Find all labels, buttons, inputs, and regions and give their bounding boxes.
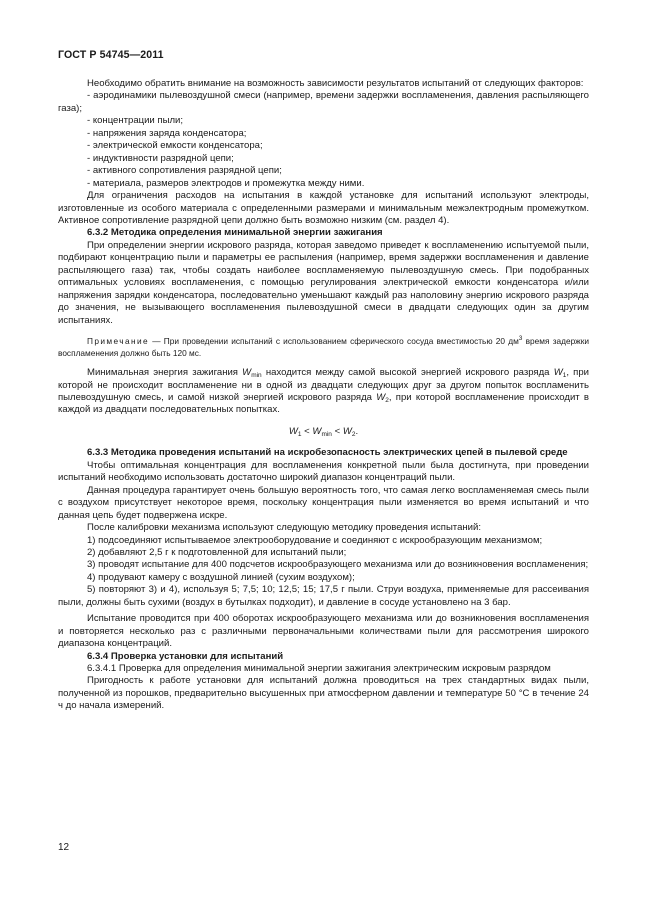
period: .: [355, 425, 359, 437]
note-text: время задержки воспламенения должно быть 120 мс.: [58, 336, 589, 358]
subscript: 2: [351, 430, 356, 438]
paragraph: Необходимо обратить внимание на возможность зависимости результатов испытаний от следующих факторов:: [87, 78, 584, 89]
note-superscript: 3: [518, 335, 523, 343]
symbol-w: W: [553, 367, 563, 379]
paragraph: После калибровки механизма используют следующую методику проведения испытаний:: [87, 522, 481, 534]
symbol-w: W: [312, 425, 322, 437]
list-item: - электрической емкости конденсатора;: [87, 140, 263, 152]
section-heading-6-3-3: 6.3.3 Методика проведения испытаний на искробезопасность электрических цепей в пылевой среде: [87, 447, 568, 459]
document-header: ГОСТ Р 54745—2011: [58, 49, 164, 61]
subscript: min: [251, 372, 262, 380]
list-item: 5) повторяют 3) и 4), используя 5; 7,5; 10; 12,5; 15; 17,5 г пыли. Струи воздуха, применяемые для рассеивания пыли, должны быть сухими (воздух в бутылках подходит), и давление в сосуде установлено на 3 бар.: [58, 584, 589, 608]
paragraph: [58, 367, 589, 417]
page-body: [58, 78, 589, 713]
paragraph: Испытание проводится при 400 оборотах искрообразующего механизма или до возникновения воспламенения и повторяется несколько раз с различными первоначальными количествами пыли для рассмотрения широкого диапазона концентраций.: [58, 613, 589, 650]
subscript: min: [321, 430, 332, 438]
note-label: Примечание: [87, 336, 150, 347]
paragraph: Данная процедура гарантирует очень большую вероятность того, что самая легко воспламеняемая смесь пыли с воздухом присутствует некоторое время, поскольку концентрация пыли изменяется во время испытаний и что данная цепь будет подвержена искре.: [58, 484, 589, 521]
text-run: находится между самой высокой энергией искрового разряда: [261, 367, 554, 379]
less-than: <: [331, 425, 343, 437]
paragraph: Пригодность к работе установки для испытаний должна проводиться на трех стандартных видах пыли, полученной из порошков, предварительно высушенных при атмосферном давлении и температуре 50 °С в течение 24 ч до начала измерений.: [58, 675, 589, 712]
symbol-w: W: [342, 425, 352, 437]
list-item: - аэродинамики пылевоздушной смеси (например, времени задержки воспламенения, давления распыляющего газа);: [58, 90, 589, 114]
note: [58, 336, 589, 359]
symbol-w: W: [242, 367, 252, 379]
list-item: 2) добавляют 2,5 г к подготовленной для испытаний пыли;: [87, 546, 347, 558]
paragraph: При определении энергии искрового разряда, которая заведомо приведет к воспламенению испытуемой пыли, подбирают концентрацию пыли и параметры ее распыления (например, время задержки воспламенения и давление распыляющего газа) так, чтобы создать наиболее воспламеняемую пылевоздушную смесь. При подобранных оптимальных условиях воспламенения, с помощью регулирования электрической емкости конденсатора и/или напряжения зарядки конденсатора, последовательно уменьшают каждый раз наполовину энергию искрового разряда до значения, не вызывающего воспламенения пылевоздушной смеси в двадцати следующих один за другим испытаниях.: [58, 239, 589, 326]
list-item: 4) продувают камеру с воздушной линией (сухим воздухом);: [87, 571, 355, 583]
text-run: , при которой воспламенение происходит в каждой из двадцати последовательных попытках.: [58, 391, 589, 416]
symbol-w: W: [376, 391, 386, 403]
subscript: 1: [297, 430, 302, 438]
list-item: - активного сопротивления разрядной цепи;: [87, 165, 282, 177]
section-heading-6-3-4: 6.3.4 Проверка установки для испытаний: [87, 650, 284, 662]
paragraph: Чтобы оптимальная концентрация для воспламенения конкретной пыли была достигнута, при проведении испытаний необходимо использовать достаточно широкий диапазон концентраций пыли.: [58, 459, 589, 484]
section-heading-6-3-2: 6.3.2 Методика определения минимальной энергии зажигания: [87, 227, 383, 239]
list-item: - напряжения заряда конденсатора;: [87, 127, 247, 139]
paragraph: Для ограничения расходов на испытания в каждой установке для испытаний используют электроды, изготовленные из особого материала с определенными размерами и минимальным межэлектродным промежутком. Активное сопротивление разрядной цепи должно быть возможно низким (см. раздел 4).: [58, 190, 589, 226]
list-item: - материала, размеров электродов и промежутка между ними.: [87, 177, 365, 189]
subscript: 1: [562, 372, 567, 380]
formula: [58, 426, 589, 438]
less-than: <: [301, 425, 313, 437]
text-run: , при которой не происходит воспламенение ни в одной из двадцати следующих друг за другом попыток воспламенить пылевоздушную смесь, и самой низкой энергией искрового разряда: [58, 367, 589, 403]
list-item: - концентрации пыли;: [87, 115, 184, 127]
note-text: — При проведении испытаний с использованием сферического сосуда вместимостью 20 дм: [149, 336, 519, 347]
list-item: 3) проводят испытание для 400 подсчетов искрообразующего механизма или до возникновения воспламенения;: [87, 559, 589, 571]
list-item: 1) подсоединяют испытываемое электрооборудование и соединяют с искрообразующим механизмом;: [87, 534, 543, 546]
subscript: 2: [385, 396, 389, 404]
symbol-w: W: [288, 425, 298, 437]
text-run: Минимальная энергия зажигания: [87, 367, 243, 379]
list-item: - индуктивности разрядной цепи;: [87, 152, 234, 164]
page-number: 12: [58, 842, 70, 853]
paragraph: 6.3.4.1 Проверка для определения минимальной энергии зажигания электрическим искровым разрядом: [87, 663, 551, 675]
